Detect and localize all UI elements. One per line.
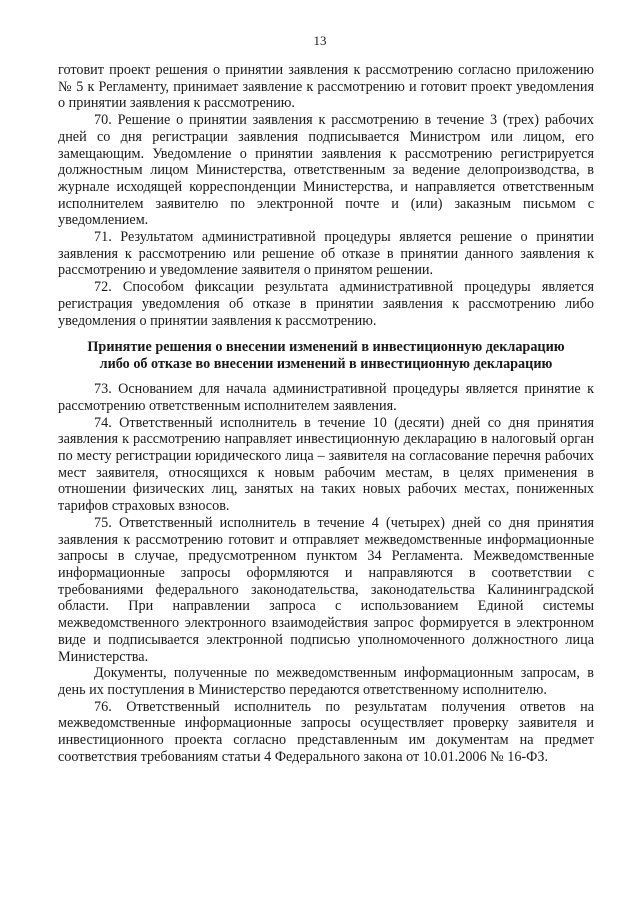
page-number: 13 — [313, 33, 327, 48]
paragraph-71: 71. Результатом административной процедуры является решение о принятии заявления к рассмотрению или решение об отказе в принятии данного заявления к рассмотрению и уведомление заявителя о принятом решении. — [58, 229, 594, 279]
paragraph-70: 70. Решение о принятии заявления к рассмотрению в течение 3 (трех) рабочих дней со дня регистрации заявления подписывается Министром или лицом, его замещающим. Уведомление о принятии заявления к рассмотрению регистрируется должностным лицом Министерства, ответственным за ведение делопроизводства, в журнале исходящей корреспонденции Министерства, и направляется ответственным исполнителем заявителю по электронной почте и (или) заказным письмом с уведомлением. — [58, 112, 594, 229]
section-heading-line-2: либо об отказе во внесении изменений в инвестиционную декларацию — [99, 356, 553, 373]
paragraph-continuation: готовит проект решения о принятии заявления к рассмотрению согласно приложению № 5 к Регламенту, принимает заявление к рассмотрению и готовит проект уведомления о принятии заявления к рассмотрению. — [58, 62, 594, 112]
page-body — [58, 62, 594, 765]
paragraph-74: 74. Ответственный исполнитель в течение 10 (десяти) дней со дня принятия заявления к рассмотрению направляет инвестиционную декларацию в налоговый орган по месту регистрации юридического лица – заявителя на согласование перечня рабочих мест заявителя, относящихся к новым рабочим местам, в целях применения в отношении физических лиц, занятых на таких новых рабочих местах, пониженных тарифов страховых взносов. — [58, 414, 594, 515]
paragraph-75: 75. Ответственный исполнитель в течение 4 (четырех) дней со дня принятия заявления к рассмотрению готовит и отправляет межведомственные информационные запросы в случае, предусмотренном пунктом 34 Регламента. Межведомственные информационные запросы оформляются и направляются в соответствии с требованиями федерального законодательства, законодательства Калининградской области. При направлении запроса с использованием Единой системы межведомственного электронного взаимодействия запрос формируется в электронном виде и подписывается электронной подписью уполномоченного должностного лица Министерства. — [58, 514, 594, 665]
section-heading-line-1: Принятие решения о внесении изменений в инвестиционную декларацию — [87, 339, 565, 356]
paragraph-73: 73. Основанием для начала административной процедуры является принятие к рассмотрению ответственным исполнителем заявления. — [58, 381, 594, 414]
section-heading — [58, 339, 594, 373]
paragraph-72: 72. Способом фиксации результата административной процедуры является регистрация уведомления об отказе в принятии заявления к рассмотрению либо уведомления о принятии заявления к рассмотрению. — [58, 279, 594, 329]
paragraph-documents: Документы, полученные по межведомственным информационным запросам, в день их поступления в Министерство передаются ответственному исполнителю. — [58, 665, 594, 698]
paragraph-76: 76. Ответственный исполнитель по результатам получения ответов на межведомственные информационные запросы осуществляет проверку заявителя и инвестиционного проекта согласно представленным им документам на предмет соответствия требованиям статьи 4 Федерального закона от 10.01.2006 № 16-ФЗ. — [58, 698, 594, 765]
